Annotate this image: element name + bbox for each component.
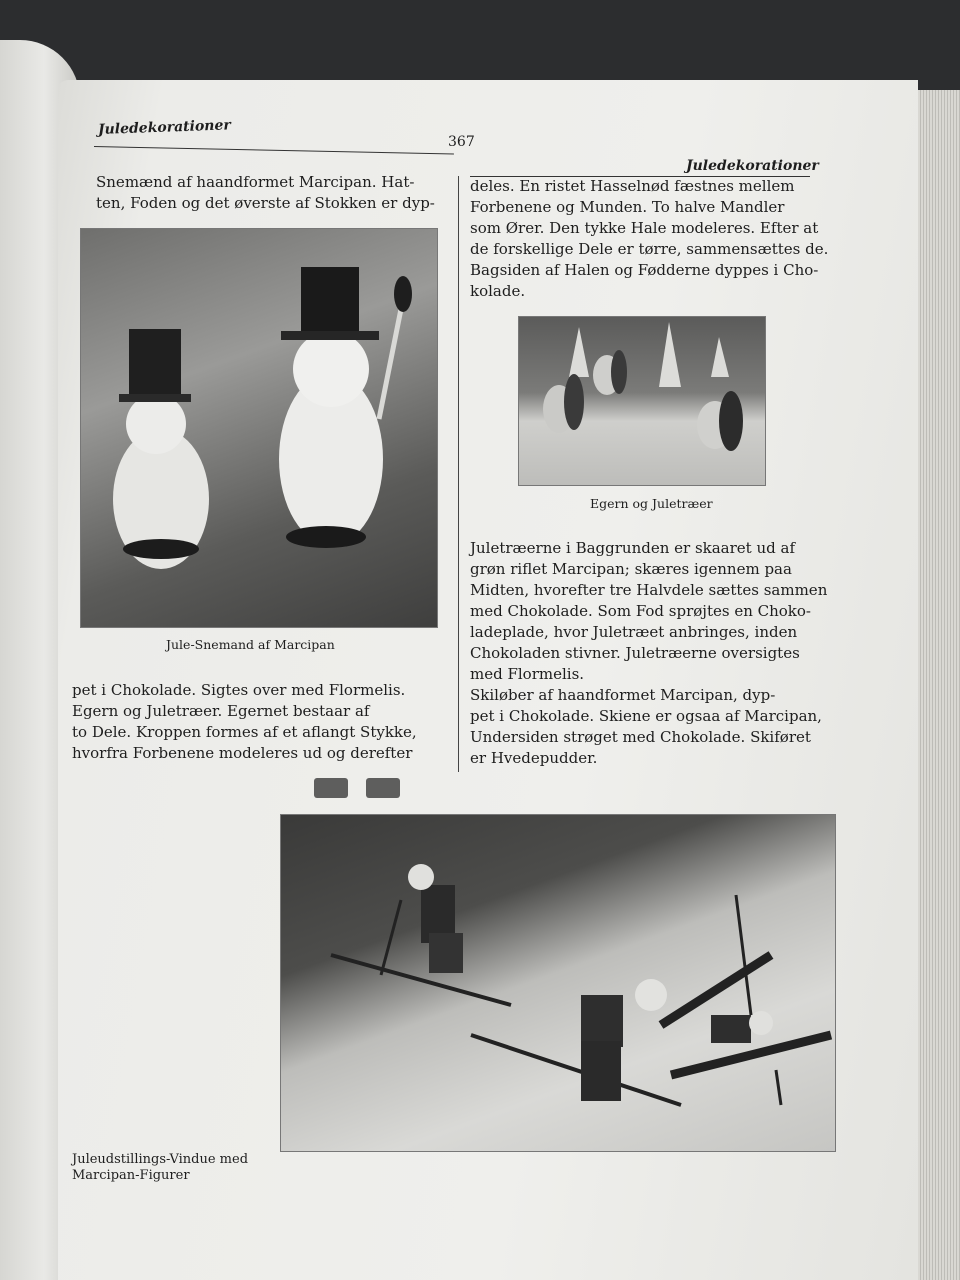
text-line: pet i Chokolade. Sigtes over med Flormelis. [72,681,406,699]
skiers-caption-line: Juleudstillings-Vindue med [72,1152,249,1167]
text-line: er Hvedepudder. [470,749,598,767]
column-divider [458,176,459,772]
snowmen-photo [80,228,438,628]
text-line: Egern og Juletræer. Egernet bestaar af [72,702,370,720]
text-line: ten, Foden og det øverste af Stokken er dyp- [96,194,435,212]
text-line: med Chokolade. Som Fod sprøjtes en Choko- [470,602,811,620]
header-rule-left [94,146,454,155]
squirrels-caption: Egern og Juletræer [590,496,713,511]
skiers-photo [280,814,836,1152]
text-line: Midten, hvorefter tre Halvdele sættes sammen [470,581,828,599]
left-bottom-text [72,680,417,764]
squirrels-illustration [519,317,765,485]
squirrels-photo [518,316,766,486]
text-line: Forbenene og Munden. To halve Mandler [470,198,785,216]
text-line: grøn riflet Marcipan; skæres igennem paa [470,560,792,578]
page-number: 367 [448,134,475,150]
text-line: Bagsiden af Halen og Fødderne dyppes i Cho- [470,261,819,279]
text-line: to Dele. Kroppen formes af et aflangt Stykke, [72,723,417,741]
left-top-text [96,172,435,214]
text-line: kolade. [470,282,526,300]
right-mid-text [470,538,827,769]
text-line: som Ører. Den tykke Hale modeleres. Efter at [470,219,819,237]
running-header-right: Juledekorationer [686,158,819,174]
text-line: Undersiden strøget med Chokolade. Skiføret [470,728,811,746]
text-line: Juletræerne i Baggrunden er skaaret ud af [470,539,795,557]
text-line: med Flormelis. [470,665,585,683]
skiers-caption [72,1152,248,1184]
text-line: Chokoladen stivner. Juletræerne oversigtes [470,644,800,662]
running-header-left: Juledekorationer [97,117,231,138]
text-line: ladeplade, hvor Juletræet anbringes, inden [470,623,798,641]
snowmen-illustration [81,229,437,627]
text-line: de forskellige Dele er tørre, sammensættes de. [470,240,829,258]
text-line: pet i Chokolade. Skiene er ogsaa af Marcipan, [470,707,822,725]
text-line: Snemænd af haandformet Marcipan. Hat- [96,173,415,191]
snowmen-caption: Jule-Snemand af Marcipan [166,637,335,652]
ink-stamp-mark [314,778,348,798]
text-line: Skiløber af haandformet Marcipan, dyp- [470,686,776,704]
text-line: deles. En ristet Hasselnød fæstnes mellem [470,177,795,195]
ink-stamp-mark [366,778,400,798]
skiers-caption-line: Marcipan-Figurer [72,1168,190,1183]
text-line: hvorfra Forbenene modeleres ud og derefter [72,744,413,762]
skiers-illustration [281,815,835,1151]
right-top-text [470,176,828,302]
